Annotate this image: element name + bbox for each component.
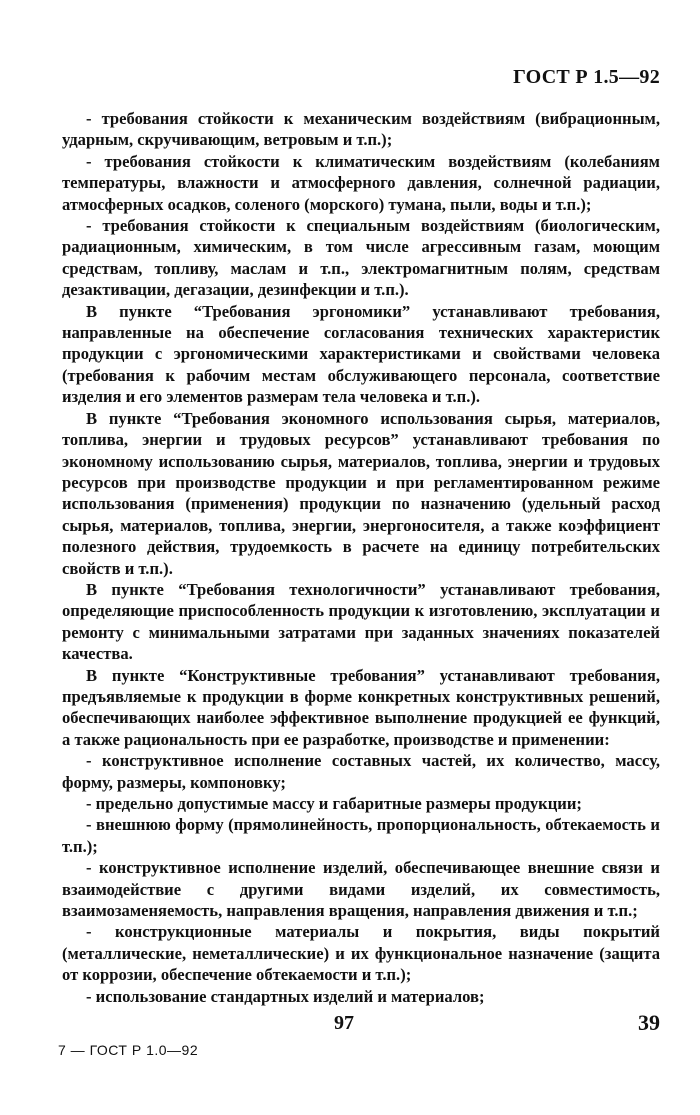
- paragraph-ergonomics: В пункте “Требования эргономики” устанавливают требования, направленные на обеспечение согласования технических характеристик продукции с эргономическими характеристиками и свойствами человека (требования к рабочим местам обслуживающего персонала, соответствие изделия и его элементов размерам тела человека и т.п.).: [62, 301, 660, 407]
- list-item-mass-dimensions: - предельно допустимые массу и габаритные размеры продукции;: [86, 794, 582, 813]
- paragraph-resource-economy: В пункте “Требования экономного использования сырья, материалов, топлива, энергии и трудовых ресурсов” устанавливают требования по экономному использованию сырья, материалов, топлива, энергии и трудовых ресурсов при производстве продукции и при регламентированном режиме использования (применения) продукции по назначению (удельный расход сырья, материалов, топлива, энергии, энергоносителя, а также коэффициент полезного действия, трудоемкость в расчете на единицу потребительских свойств и т.п.).: [62, 408, 660, 578]
- paragraph-design-requirements: В пункте “Конструктивные требования” устанавливают требования, предъявляемые к продукции в форме конкретных конструктивных решений, обеспечивающих наиболее эффективное выполнение продукцией ее функций, а также рациональность при ее разработке, производстве и применении:: [62, 665, 660, 749]
- list-item-materials-coatings: - конструкционные материалы и покрытия, виды покрытий (металлические, неметаллические) и их функциональное назначение (защита от коррозии, обеспечение обтекаемости и т.п.);: [62, 922, 660, 985]
- alt-page-number: 39: [638, 1010, 660, 1035]
- list-item-standard-parts: - использование стандартных изделий и материалов;: [86, 986, 485, 1006]
- paragraph-climatic-resistance: - требования стойкости к климатическим воздействиям (колебаниям температуры, влажности и атмосферного давления, солнечной радиации, атмосферных осадков, соленого (морского) тумана, пыли, воды и т.п.);: [62, 151, 660, 214]
- list-item-interconnection: - конструктивное исполнение изделий, обеспечивающее внешние связи и взаимодействие с другими видами изделий, их совместимость, взаимозаменяемость, направления вращения, направления движения и т.п.;: [62, 858, 660, 921]
- list-item-external-form: - внешнюю форму (прямолинейность, пропорциональность, обтекаемость и т.п.);: [62, 815, 660, 856]
- paragraph-mechanical-resistance: - требования стойкости к механическим воздействиям (вибрационным, ударным, скручивающим, ветровым и т.п.);: [62, 109, 660, 150]
- sheet-signature: 7 — ГОСТ Р 1.0—92: [58, 1042, 199, 1058]
- paragraph-manufacturability: В пункте “Требования технологичности” устанавливают требования, определяющие приспособленность продукции к изготовлению, эксплуатации и ремонту с минимальными затратами при заданных значениях показателей качества.: [62, 579, 660, 664]
- body-text: [62, 108, 660, 1007]
- document-code-header: ГОСТ Р 1.5—92: [513, 66, 660, 88]
- list-item-components: - конструктивное исполнение составных частей, их количество, массу, форму, размеры, компоновку;: [62, 751, 660, 792]
- page-number: 97: [334, 1012, 354, 1034]
- paragraph-special-resistance: - требования стойкости к специальным воздействиям (биологическим, радиационным, химическим, в том числе агрессивным газам, моющим средствам, топливу, маслам и т.п., электромагнитным полям, средствам дезактивации, дегазации, дезинфекции и т.п.).: [62, 216, 660, 300]
